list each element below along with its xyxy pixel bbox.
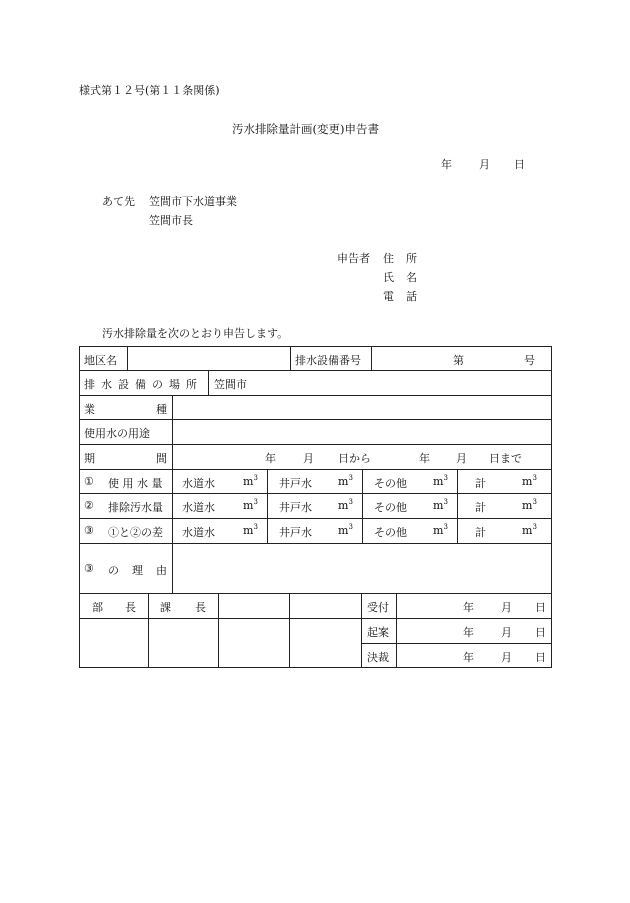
row1-col1: 水道水 [182, 477, 215, 490]
row1-col3-unit: $m^3$ [433, 474, 448, 488]
location-char-3: 設 [118, 378, 129, 391]
date-year-label: 年 [441, 158, 452, 171]
stamp-uketsuke-year: 年 [463, 601, 474, 614]
date-month-label: 月 [479, 158, 490, 171]
row2-label: 排除汚水量 [108, 501, 163, 514]
addressee-line1: 笠間市下水道事業 [149, 195, 237, 208]
stamp-kessai-day: 日 [535, 651, 546, 664]
period-to-month: 月 [456, 452, 467, 465]
row1-col3: その他 [374, 477, 407, 490]
date-day-label: 日 [514, 158, 525, 171]
business-char-1: 業 [84, 403, 95, 416]
bucho-char-1: 部 [92, 601, 103, 614]
location-char-4: 備 [135, 378, 146, 391]
row3-col3: その他 [374, 526, 407, 539]
period-char-1: 期 [84, 452, 95, 465]
stamp-kessai-year: 年 [463, 651, 474, 664]
business-char-2: 種 [156, 403, 167, 416]
period-from-month: 月 [303, 452, 314, 465]
period-char-2: 間 [156, 452, 167, 465]
facility-number-label: 排水設備番号 [295, 354, 361, 367]
addressee-line2: 笠間市長 [149, 214, 193, 227]
name-label-2: 名 [406, 271, 417, 284]
stamp-kian-label: 起案 [367, 626, 389, 639]
row1-num: ① [84, 475, 94, 488]
period-from: 日から [338, 452, 371, 465]
location-char-6: 場 [169, 378, 180, 391]
row1-label: 使 用 水 量 [108, 477, 163, 490]
location-char-1: 排 [84, 378, 95, 391]
row1-col1-unit: $m^3$ [243, 474, 258, 488]
stamp-kian-month: 月 [501, 626, 512, 639]
row3-col4-unit: $m^3$ [522, 523, 537, 537]
reason-char-1: の [108, 564, 119, 577]
row3-col1: 水道水 [182, 526, 215, 539]
stamp-uketsuke-month: 月 [501, 601, 512, 614]
facility-number-dai: 第 [453, 354, 464, 367]
row2-col4: 計 [475, 501, 486, 514]
row2-col3: その他 [374, 501, 407, 514]
usage-label: 使用水の用途 [84, 427, 150, 440]
row3-col2-unit: $m^3$ [338, 523, 353, 537]
stamp-uketsuke-label: 受付 [367, 601, 389, 614]
reason-num: ③ [84, 562, 94, 575]
stamp-kessai-label: 決裁 [367, 651, 389, 664]
form-number: 様式第１２号(第１１条関係) [79, 84, 220, 97]
row3-num: ③ [84, 524, 94, 537]
row2-col2-unit: $m^3$ [338, 498, 353, 512]
document-title: 汚水排除量計画(変更)申告書 [232, 122, 379, 136]
intro-text: 汚水排除量を次のとおり申告します。 [102, 327, 289, 340]
district-label: 地区名 [84, 354, 117, 367]
reason-char-3: 由 [156, 564, 167, 577]
row3-col4: 計 [475, 526, 486, 539]
row1-col2: 井戸水 [279, 477, 312, 490]
row3-col1-unit: $m^3$ [243, 523, 258, 537]
bucho-char-2: 長 [125, 601, 136, 614]
stamp-kessai-month: 月 [501, 651, 512, 664]
kacho-char-1: 課 [160, 601, 171, 614]
reason-char-2: 理 [132, 564, 143, 577]
kacho-char-2: 長 [195, 601, 206, 614]
location-char-5: の [152, 378, 163, 391]
period-to: 日まで [489, 452, 522, 465]
phone-label-2: 話 [406, 290, 417, 303]
row1-col4-unit: $m^3$ [522, 474, 537, 488]
location-value: 笠間市 [214, 378, 247, 391]
row2-col1-unit: $m^3$ [243, 498, 258, 512]
row1-col4: 計 [475, 477, 486, 490]
row2-num: ② [84, 499, 94, 512]
stamp-kian-day: 日 [535, 626, 546, 639]
period-from-year: 年 [265, 452, 276, 465]
row3-label: ①と②の差 [108, 526, 163, 539]
row2-col1: 水道水 [182, 501, 215, 514]
applicant-label: 申告者 [337, 252, 370, 265]
addressee-prefix: あて先 [102, 195, 135, 208]
location-char-2: 水 [101, 378, 112, 391]
facility-number-go: 号 [524, 354, 535, 367]
name-label-1: 氏 [383, 271, 394, 284]
stamp-kian-year: 年 [463, 626, 474, 639]
stamp-uketsuke-day: 日 [535, 601, 546, 614]
phone-label-1: 電 [383, 290, 394, 303]
row2-col4-unit: $m^3$ [522, 498, 537, 512]
period-to-year: 年 [419, 452, 430, 465]
address-label-2: 所 [406, 252, 417, 265]
location-char-7: 所 [186, 378, 197, 391]
address-label-1: 住 [383, 252, 394, 265]
row2-col3-unit: $m^3$ [433, 498, 448, 512]
row3-col3-unit: $m^3$ [433, 523, 448, 537]
row2-col2: 井戸水 [279, 501, 312, 514]
row3-col2: 井戸水 [279, 526, 312, 539]
row1-col2-unit: $m^3$ [338, 474, 353, 488]
